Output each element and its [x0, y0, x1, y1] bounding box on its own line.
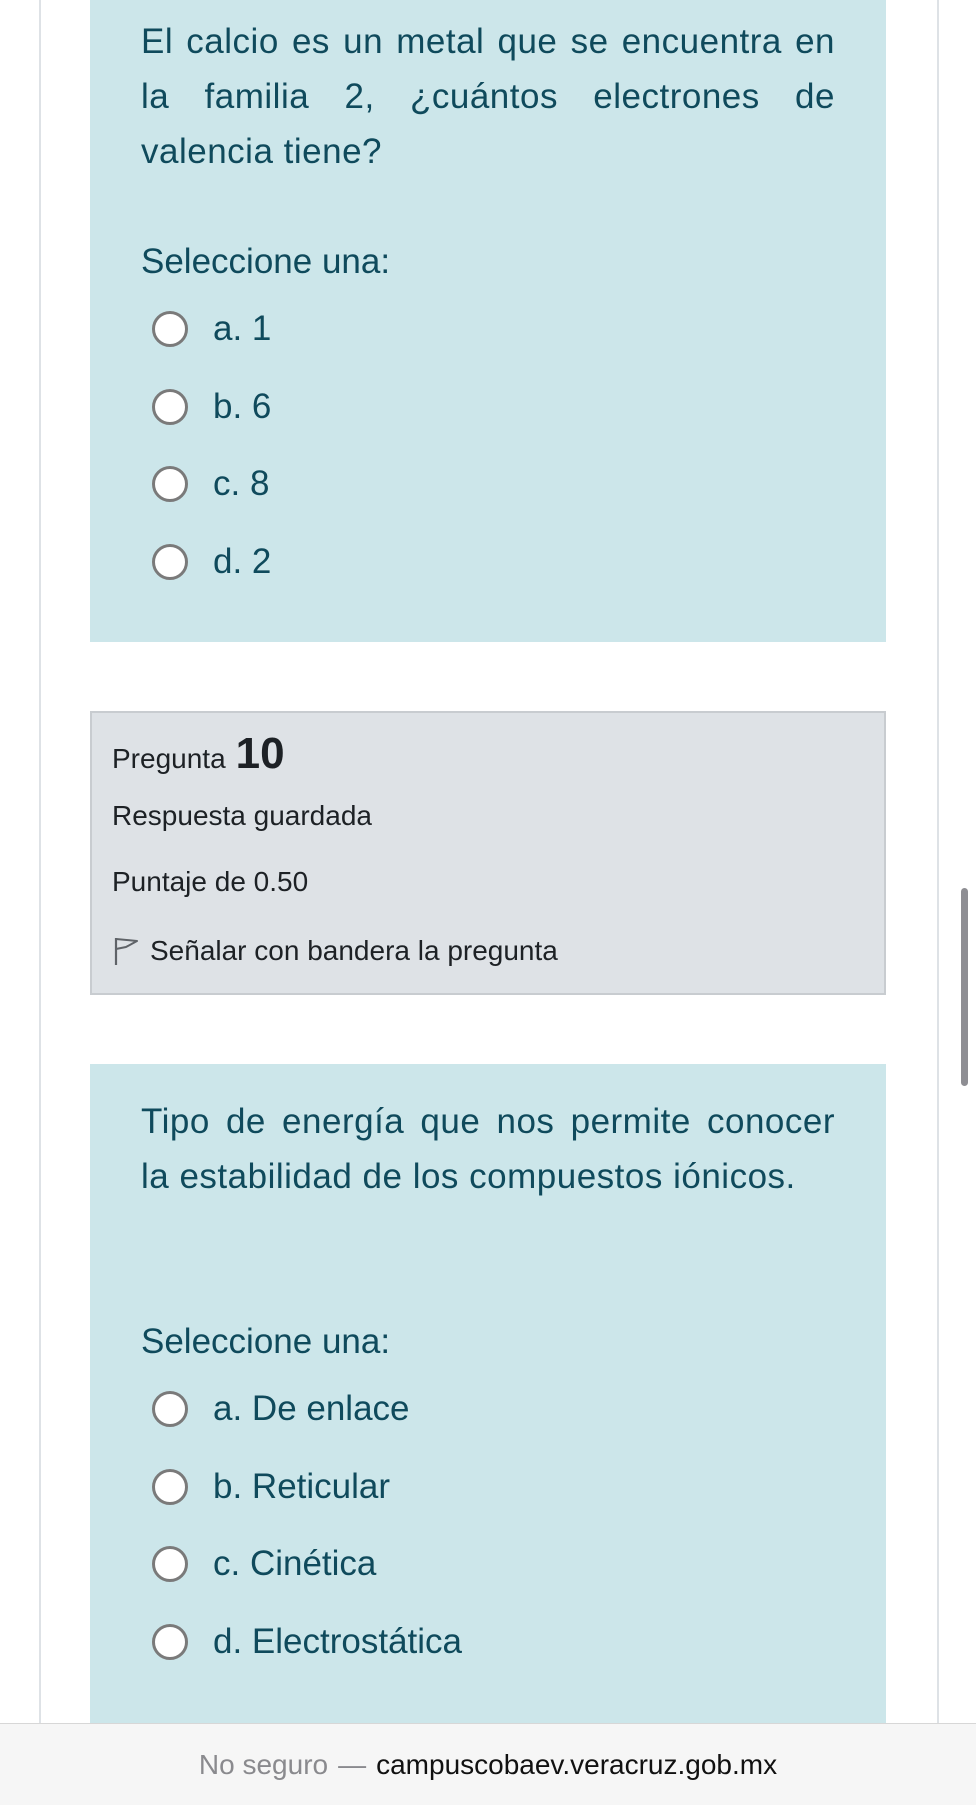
question-9-option-b[interactable]: [152, 385, 271, 429]
option-label: a. De enlace: [213, 1389, 410, 1428]
question-9-option-d[interactable]: [152, 540, 271, 584]
question-10-score: Puntaje de 0.50: [112, 866, 309, 897]
option-label: a. 1: [213, 309, 272, 348]
radio-icon[interactable]: [152, 311, 188, 347]
option-label: c. Cinética: [213, 1544, 377, 1583]
question-label: Pregunta: [112, 743, 226, 774]
question-10-option-d[interactable]: [152, 1620, 462, 1664]
question-9-option-c[interactable]: [152, 462, 269, 506]
question-10-option-a[interactable]: [152, 1387, 410, 1431]
radio-icon[interactable]: [152, 1546, 188, 1582]
radio-icon[interactable]: [152, 544, 188, 580]
option-label: b. 6: [213, 387, 272, 426]
question-9-prompt: Seleccione una:: [141, 242, 391, 281]
address-separator: —: [338, 1748, 367, 1780]
question-9-content: [90, 0, 886, 642]
question-10-prompt: Seleccione una:: [141, 1322, 391, 1361]
question-10-content: [90, 1064, 886, 1723]
question-10-option-b[interactable]: [152, 1465, 390, 1509]
question-10-option-c[interactable]: [152, 1542, 376, 1586]
flag-question-link[interactable]: [112, 935, 558, 967]
radio-icon[interactable]: [152, 466, 188, 502]
question-10-info: [90, 711, 886, 995]
radio-icon[interactable]: [152, 389, 188, 425]
option-label: d. Electrostática: [213, 1622, 462, 1661]
question-10-title: [112, 729, 285, 779]
question-number: 10: [235, 729, 285, 778]
question-9-option-a[interactable]: [152, 307, 271, 351]
site-domain[interactable]: campuscobaev.veracruz.gob.mx: [376, 1748, 778, 1780]
radio-icon[interactable]: [152, 1391, 188, 1427]
option-label: d. 2: [213, 542, 272, 581]
question-10-status: Respuesta guardada: [112, 800, 372, 831]
flag-icon: [112, 936, 140, 966]
flag-label: Señalar con bandera la pregunta: [150, 935, 558, 966]
question-10-text: Tipo de energía que nos permite conocer la estabilidad de los compuestos iónicos.: [141, 1102, 835, 1196]
security-status: No seguro: [198, 1748, 329, 1780]
browser-address-bar[interactable]: [0, 1723, 976, 1805]
scrollbar[interactable]: [961, 888, 968, 1086]
option-label: b. Reticular: [213, 1467, 391, 1506]
option-label: c. 8: [213, 464, 270, 503]
radio-icon[interactable]: [152, 1624, 188, 1660]
radio-icon[interactable]: [152, 1469, 188, 1505]
question-9-text: El calcio es un metal que se encuentra en la familia 2, ¿cuántos electrones de valencia tiene?: [141, 22, 835, 171]
